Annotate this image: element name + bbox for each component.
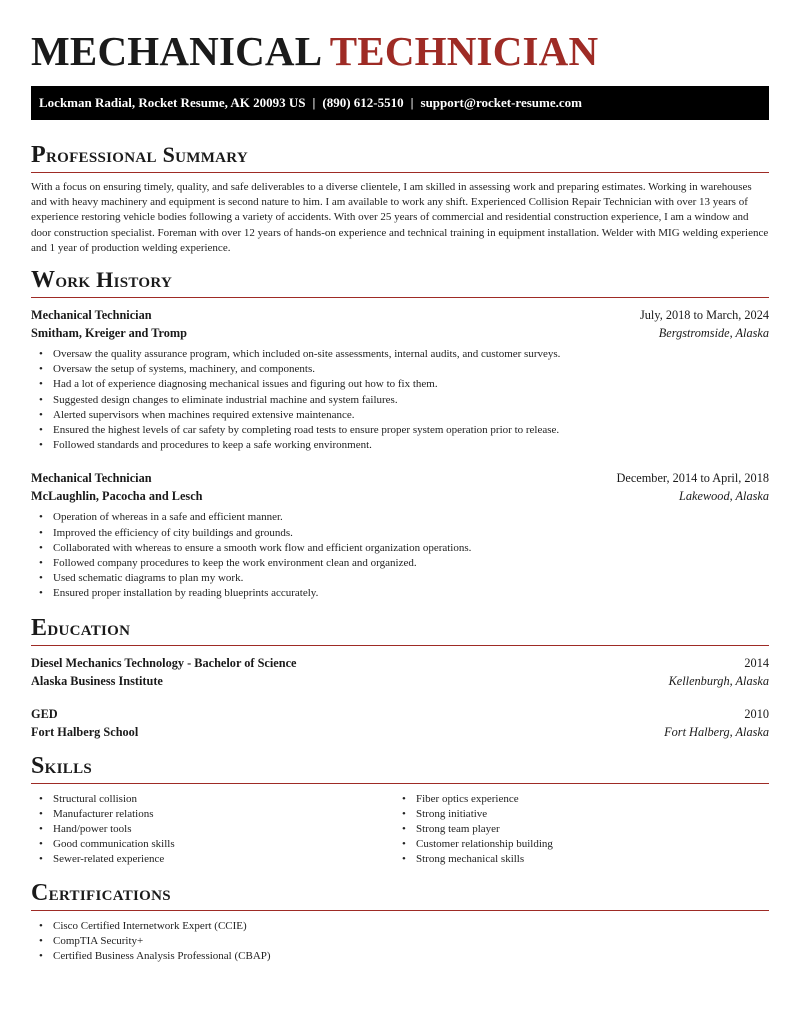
skills-list-left xyxy=(31,792,394,868)
skills-columns xyxy=(31,792,769,868)
education-header-row xyxy=(31,705,769,723)
job-duties-list xyxy=(31,510,769,601)
education-year: 2014 xyxy=(744,655,769,670)
list-item: • Used schematic diagrams to plan my work. xyxy=(31,571,769,586)
list-item: • Operation of whereas in a safe and efficient manner. xyxy=(31,510,769,525)
job-location: Bergstromside, Alaska xyxy=(658,326,769,341)
list-item: • Strong initiative xyxy=(394,807,757,822)
contact-bar xyxy=(31,86,769,120)
education-degree: GED xyxy=(31,706,58,721)
contact-email: support@rocket-resume.com xyxy=(420,95,582,110)
list-item: • Good communication skills xyxy=(31,837,394,852)
list-item: • Improved the efficiency of city buildings and grounds. xyxy=(31,526,769,541)
list-item: • Oversaw the setup of systems, machinery, and components. xyxy=(31,362,769,377)
section-title-summary: Professional Summary xyxy=(31,142,769,173)
list-item: • Fiber optics experience xyxy=(394,792,757,807)
list-item: • CompTIA Security+ xyxy=(31,934,769,949)
contact-separator: | xyxy=(410,95,414,110)
list-item: • Followed company procedures to keep the work environment clean and organized. xyxy=(31,556,769,571)
list-item: • Sewer-related experience xyxy=(31,852,394,867)
list-item: • Ensured the highest levels of car safety by completing road tests to ensure proper system operation prior to release. xyxy=(31,423,769,438)
list-item: • Oversaw the quality assurance program, which included on-site assessments, internal audits, and customer surveys. xyxy=(31,347,769,362)
job-header-row xyxy=(31,469,769,487)
list-item: • Ensured proper installation by reading blueprints accurately. xyxy=(31,586,769,601)
education-school: Alaska Business Institute xyxy=(31,673,163,688)
job-duties-list xyxy=(31,347,769,453)
list-item: • Certified Business Analysis Professional (CBAP) xyxy=(31,949,769,964)
job-location: Lakewood, Alaska xyxy=(679,489,769,504)
section-title-education: Education xyxy=(31,615,769,646)
job-dates: December, 2014 to April, 2018 xyxy=(616,471,769,486)
job-title: Mechanical Technician xyxy=(31,471,152,486)
job-company: Smitham, Kreiger and Tromp xyxy=(31,326,187,341)
summary-text: With a focus on ensuring timely, quality, and safe deliverables to a diverse clientele, I am skilled in assessing work and preparing estimates. Working in warehouses and with heavy machinery and equipment is second nature to him. I am available to work any shift. Experienced Collision Repair Technician with over 13 years of experience restoring vehicle bodies following a variety of accidents. With over 25 years of commercial and residential construction experience, I am a window and door construction specialist. Foreman with over 12 years of hands-on experience and technical training in equipment installation. Welder with MIG welding experience and 1 year of production welding experience. xyxy=(31,181,769,254)
list-item: • Cisco Certified Internetwork Expert (CCIE) xyxy=(31,919,769,934)
name-first: MECHANICAL xyxy=(31,28,321,74)
list-item: • Hand/power tools xyxy=(31,822,394,837)
contact-separator: | xyxy=(312,95,316,110)
job-entry xyxy=(31,306,769,453)
education-school: Fort Halberg School xyxy=(31,724,139,739)
list-item: • Had a lot of experience diagnosing mechanical issues and figuring out how to fix them. xyxy=(31,377,769,392)
job-company-row xyxy=(31,324,769,342)
section-title-certifications: Certifications xyxy=(31,880,769,911)
section-title-skills: Skills xyxy=(31,753,769,784)
resume-page xyxy=(31,0,769,964)
list-item: • Collaborated with whereas to ensure a smooth work flow and efficient organization operations. xyxy=(31,541,769,556)
list-item: • Suggested design changes to eliminate industrial machine and system failures. xyxy=(31,393,769,408)
job-title: Mechanical Technician xyxy=(31,308,152,323)
certifications-list xyxy=(31,919,769,965)
resume-name xyxy=(31,30,769,72)
job-company: McLaughlin, Pacocha and Lesch xyxy=(31,489,203,504)
education-entry xyxy=(31,705,769,741)
section-title-work-history: Work History xyxy=(31,267,769,298)
education-header-row xyxy=(31,654,769,672)
education-school-row xyxy=(31,723,769,741)
education-location: Fort Halberg, Alaska xyxy=(664,724,769,739)
list-item: • Strong team player xyxy=(394,822,757,837)
list-item: • Alerted supervisors when machines required extensive maintenance. xyxy=(31,408,769,423)
contact-phone: (890) 612-5510 xyxy=(322,95,404,110)
job-company-row xyxy=(31,487,769,505)
name-last: TECHNICIAN xyxy=(329,28,599,74)
job-entry xyxy=(31,469,769,601)
job-dates: July, 2018 to March, 2024 xyxy=(640,308,769,323)
list-item: • Customer relationship building xyxy=(394,837,757,852)
education-school-row xyxy=(31,672,769,690)
list-item: • Structural collision xyxy=(31,792,394,807)
education-year: 2010 xyxy=(744,706,769,721)
skills-list-right xyxy=(394,792,757,868)
contact-address: Lockman Radial, Rocket Resume, AK 20093 US xyxy=(39,95,306,110)
education-degree: Diesel Mechanics Technology - Bachelor of Science xyxy=(31,655,297,670)
education-entry xyxy=(31,654,769,690)
education-location: Kellenburgh, Alaska xyxy=(668,673,769,688)
list-item: • Strong mechanical skills xyxy=(394,852,757,867)
list-item: • Followed standards and procedures to keep a safe working environment. xyxy=(31,438,769,453)
job-header-row xyxy=(31,306,769,324)
list-item: • Manufacturer relations xyxy=(31,807,394,822)
